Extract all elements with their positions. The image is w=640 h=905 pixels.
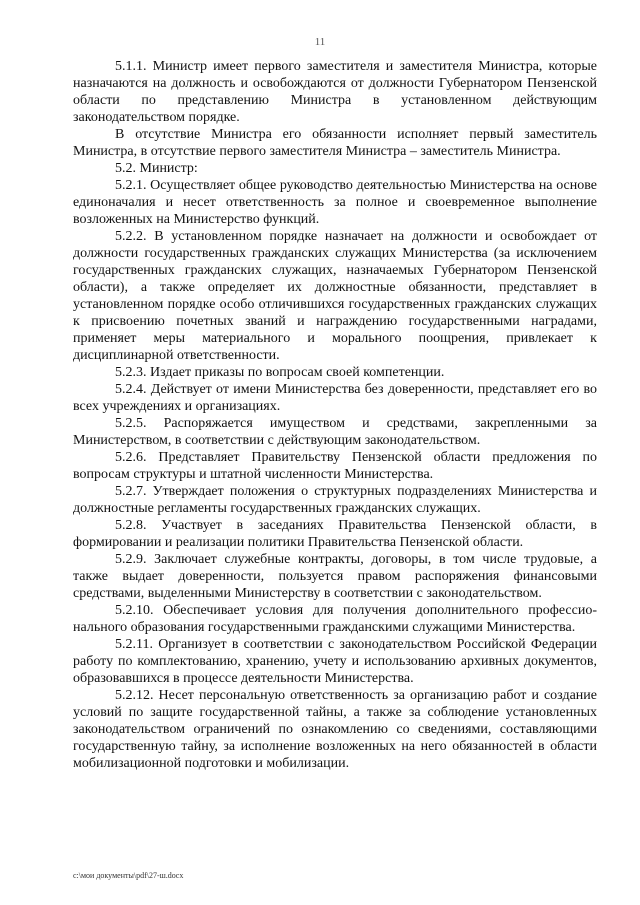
- paragraph-5-2-6: 5.2.6. Представляет Правительству Пензенской области предложения по вопросам структуры и штатной численности Министерства.: [73, 450, 597, 482]
- paragraph-5-1-1: 5.1.1. Министр имеет первого заместителя и заместителя Министра, которые назначаются на должность и освобождаются от должности Губернатором Пензенской области по представлению Министра в установленном действующим законодательством порядке.: [73, 59, 597, 125]
- paragraph-5-2-9: 5.2.9. Заключает служебные контракты, договоры, в том числе трудовые, а также выдает доверенности, пользуется правом распоряжения финансовыми средствами, выделенными Министерству в соответствии с законодательством.: [73, 552, 597, 601]
- paragraph-5-2-5: 5.2.5. Распоряжается имуществом и средствами, закрепленными за Министерством, в соответствии с действующим законодательством.: [73, 416, 597, 448]
- page-number: 11: [314, 36, 326, 48]
- document-body: [73, 58, 597, 772]
- paragraph-5-2-3: 5.2.3. Издает приказы по вопросам своей компетенции.: [115, 365, 445, 380]
- paragraph-5-2-8: 5.2.8. Участвует в заседаниях Правительства Пензенской области, в формировании и реализации политики Правительства Пензенской области.: [73, 518, 597, 550]
- paragraph-5-2-heading: 5.2. Министр:: [115, 161, 198, 176]
- paragraph-5-2-12: 5.2.12. Несет персональную ответственность за организацию работ и создание условий по защите государственной тайны, а также за соблюдение установленных законодательством ограничений по ознакомлению со сведениями, составляющими государственную тайну, за исполнение возложенных на него обязанностей в области мобилизационной подготовки и мобилизации.: [73, 688, 597, 771]
- paragraph-5-2-11: 5.2.11. Организует в соответствии с законодательством Российской Федерации работу по комплектованию, хранению, учету и использованию архивных документов, образовавшихся в процессе деятельности Министерства.: [73, 637, 597, 686]
- footer-file-path: c:\мои документы\pdf\27-ш.docx: [73, 871, 184, 880]
- paragraph-5-2-10: 5.2.10. Обеспечивает условия для получения дополнительного профессио-нального образования государственными гражданскими служащими Министерства.: [73, 603, 597, 635]
- paragraph-5-2-7: 5.2.7. Утверждает положения о структурных подразделениях Министерства и должностные регламенты государственных гражданских служащих.: [73, 484, 597, 516]
- paragraph-minister-absence: В отсутствие Министра его обязанности исполняет первый заместитель Министра, в отсутствие первого заместителя Министра – заместитель Министра.: [73, 127, 597, 159]
- paragraph-5-2-1: 5.2.1. Осуществляет общее руководство деятельностью Министерства на основе единоначалия и несет ответственность за полное и своевременное выполнение возложенных на Министерство функций.: [73, 178, 597, 227]
- paragraph-5-2-2: 5.2.2. В установленном порядке назначает на должности и освобождает от должности государственных гражданских служащих Министерства (за исключением государственных гражданских служащих, назначаемых Губернатором Пензенской области), а также определяет их должностные обязанности, представляет в установленном порядке особо отличившихся государственных гражданских служащих к присвоению почетных званий и награждению государственными наградами, применяет меры материального и морального поощрения, привлекает к дисциплинарной ответственности.: [73, 229, 597, 363]
- paragraph-5-2-4: 5.2.4. Действует от имени Министерства без доверенности, представляет его во всех учреждениях и организациях.: [73, 382, 597, 414]
